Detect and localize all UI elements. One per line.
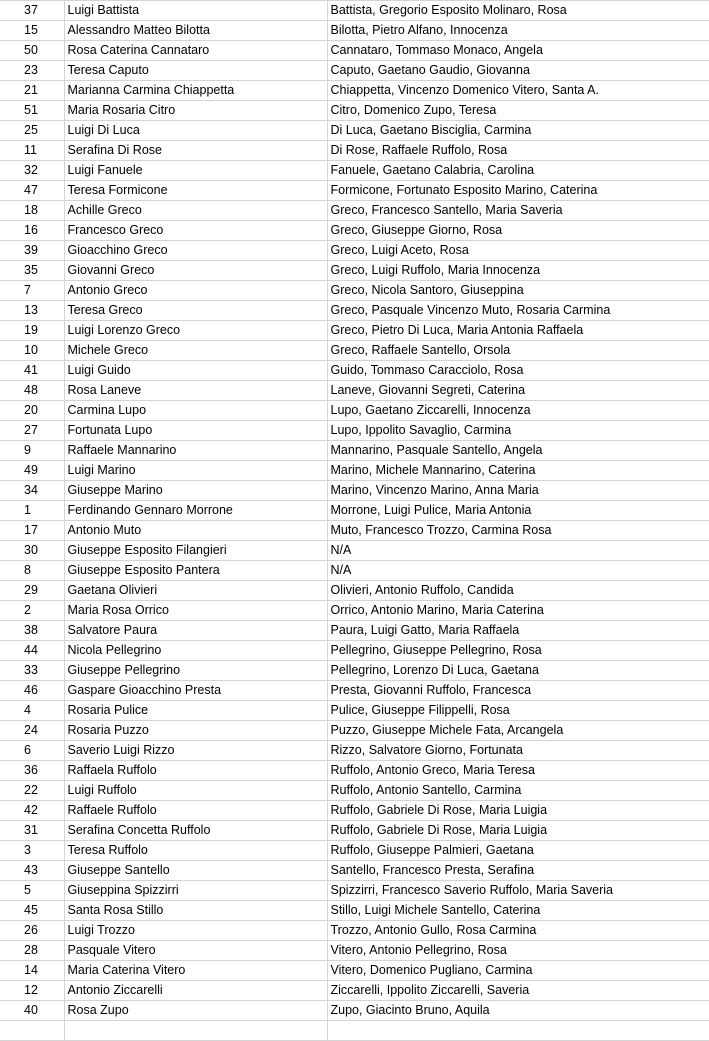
record-number-cell[interactable]: 31 <box>0 821 64 841</box>
parents-cell[interactable]: Di Luca, Gaetano Bisciglia, Carmina <box>327 121 709 141</box>
table-row <box>0 1001 709 1021</box>
table-row <box>0 421 709 441</box>
parents-cell[interactable]: Di Rose, Raffaele Ruffolo, Rosa <box>327 141 709 161</box>
record-number-cell[interactable]: 3 <box>0 841 64 861</box>
record-number-cell[interactable]: 7 <box>0 281 64 301</box>
parents-cell[interactable]: Morrone, Luigi Pulice, Maria Antonia <box>327 501 709 521</box>
person-name-cell[interactable]: Michele Greco <box>64 341 327 361</box>
parents-cell[interactable]: Rizzo, Salvatore Giorno, Fortunata <box>327 741 709 761</box>
table-row <box>0 781 709 801</box>
person-name-cell[interactable]: Nicola Pellegrino <box>64 641 327 661</box>
record-number-cell[interactable]: 30 <box>0 541 64 561</box>
table-row <box>0 561 709 581</box>
parents-cell[interactable]: Mannarino, Pasquale Santello, Angela <box>327 441 709 461</box>
parents-cell[interactable]: Muto, Francesco Trozzo, Carmina Rosa <box>327 521 709 541</box>
person-name-cell[interactable]: Antonio Muto <box>64 521 327 541</box>
table-row <box>0 401 709 421</box>
parents-cell[interactable]: Lupo, Ippolito Savaglio, Carmina <box>327 421 709 441</box>
parents-cell[interactable]: Greco, Francesco Santello, Maria Saveria <box>327 201 709 221</box>
table-row <box>0 201 709 221</box>
record-number-cell[interactable]: 46 <box>0 681 64 701</box>
person-name-cell[interactable]: Luigi Fanuele <box>64 161 327 181</box>
person-name-cell[interactable]: Luigi Trozzo <box>64 921 327 941</box>
parents-cell[interactable]: N/A <box>327 561 709 581</box>
person-name-cell[interactable]: Giuseppina Spizzirri <box>64 881 327 901</box>
table-row <box>0 921 709 941</box>
record-number-cell[interactable]: 48 <box>0 381 64 401</box>
table-row <box>0 241 709 261</box>
table-row <box>0 981 709 1001</box>
parents-cell[interactable]: Greco, Pietro Di Luca, Maria Antonia Raffaela <box>327 321 709 341</box>
table-row <box>0 901 709 921</box>
table-row <box>0 21 709 41</box>
table-row <box>0 41 709 61</box>
person-name-cell[interactable]: Luigi Marino <box>64 461 327 481</box>
record-number-cell[interactable]: 20 <box>0 401 64 421</box>
record-number-cell[interactable]: 24 <box>0 721 64 741</box>
record-number-cell[interactable]: 33 <box>0 661 64 681</box>
table-row <box>0 181 709 201</box>
parents-cell[interactable]: Ruffolo, Gabriele Di Rose, Maria Luigia <box>327 801 709 821</box>
table-row <box>0 701 709 721</box>
table-row <box>0 821 709 841</box>
person-name-cell[interactable]: Fortunata Lupo <box>64 421 327 441</box>
table-row <box>0 761 709 781</box>
table-row <box>0 321 709 341</box>
parents-cell[interactable]: Marino, Michele Mannarino, Caterina <box>327 461 709 481</box>
record-number-cell[interactable]: 27 <box>0 421 64 441</box>
parents-cell[interactable]: Fanuele, Gaetano Calabria, Carolina <box>327 161 709 181</box>
table-row <box>0 301 709 321</box>
record-number-cell[interactable]: 18 <box>0 201 64 221</box>
record-number-cell[interactable]: 25 <box>0 121 64 141</box>
person-name-cell[interactable]: Rosa Zupo <box>64 1001 327 1021</box>
person-name-cell[interactable]: Giuseppe Pellegrino <box>64 661 327 681</box>
table-row <box>0 521 709 541</box>
person-name-cell[interactable]: Luigi Di Luca <box>64 121 327 141</box>
record-number-cell[interactable]: 41 <box>0 361 64 381</box>
record-number-cell[interactable]: 22 <box>0 781 64 801</box>
parents-cell[interactable]: Puzzo, Giuseppe Michele Fata, Arcangela <box>327 721 709 741</box>
table-row <box>0 161 709 181</box>
record-number-cell[interactable]: 5 <box>0 881 64 901</box>
person-name-cell[interactable]: Rosa Caterina Cannataro <box>64 41 327 61</box>
record-number-cell[interactable]: 51 <box>0 101 64 121</box>
record-number-cell[interactable]: 35 <box>0 261 64 281</box>
table-row <box>0 81 709 101</box>
parents-cell[interactable]: Greco, Nicola Santoro, Giuseppina <box>327 281 709 301</box>
table-row <box>0 721 709 741</box>
table-row <box>0 461 709 481</box>
record-number-cell[interactable]: 10 <box>0 341 64 361</box>
table-row <box>0 661 709 681</box>
person-name-cell[interactable]: Salvatore Paura <box>64 621 327 641</box>
empty-cell[interactable] <box>0 1021 64 1041</box>
record-number-cell[interactable]: 42 <box>0 801 64 821</box>
parents-cell[interactable]: Greco, Luigi Ruffolo, Maria Innocenza <box>327 261 709 281</box>
record-number-cell[interactable]: 16 <box>0 221 64 241</box>
table-row <box>0 281 709 301</box>
table-row <box>0 61 709 81</box>
table-row <box>0 361 709 381</box>
person-name-cell[interactable]: Giovanni Greco <box>64 261 327 281</box>
record-number-cell[interactable]: 39 <box>0 241 64 261</box>
table-row <box>0 801 709 821</box>
empty-cell[interactable] <box>64 1021 327 1041</box>
records-table-body <box>0 1 709 1041</box>
record-number-cell[interactable]: 6 <box>0 741 64 761</box>
table-row <box>0 141 709 161</box>
record-number-cell[interactable]: 11 <box>0 141 64 161</box>
person-name-cell[interactable]: Luigi Guido <box>64 361 327 381</box>
record-number-cell[interactable]: 45 <box>0 901 64 921</box>
person-name-cell[interactable]: Giuseppe Esposito Filangieri <box>64 541 327 561</box>
person-name-cell[interactable]: Serafina Concetta Ruffolo <box>64 821 327 841</box>
table-row <box>0 1 709 21</box>
person-name-cell[interactable]: Francesco Greco <box>64 221 327 241</box>
person-name-cell[interactable]: Gaspare Gioacchino Presta <box>64 681 327 701</box>
parents-cell[interactable]: Guido, Tommaso Caracciolo, Rosa <box>327 361 709 381</box>
record-number-cell[interactable]: 17 <box>0 521 64 541</box>
person-name-cell[interactable]: Raffaele Ruffolo <box>64 801 327 821</box>
person-name-cell[interactable]: Carmina Lupo <box>64 401 327 421</box>
person-name-cell[interactable]: Santa Rosa Stillo <box>64 901 327 921</box>
record-number-cell[interactable]: 9 <box>0 441 64 461</box>
record-number-cell[interactable]: 34 <box>0 481 64 501</box>
person-name-cell[interactable]: Luigi Ruffolo <box>64 781 327 801</box>
parents-cell[interactable]: Pulice, Giuseppe Filippelli, Rosa <box>327 701 709 721</box>
record-number-cell[interactable]: 19 <box>0 321 64 341</box>
person-name-cell[interactable]: Pasquale Vitero <box>64 941 327 961</box>
person-name-cell[interactable]: Luigi Lorenzo Greco <box>64 321 327 341</box>
table-row <box>0 621 709 641</box>
person-name-cell[interactable]: Raffaele Mannarino <box>64 441 327 461</box>
table-row <box>0 841 709 861</box>
record-number-cell[interactable]: 32 <box>0 161 64 181</box>
parents-cell[interactable]: Greco, Raffaele Santello, Orsola <box>327 341 709 361</box>
parents-cell[interactable]: Stillo, Luigi Michele Santello, Caterina <box>327 901 709 921</box>
parents-cell[interactable]: Greco, Pasquale Vincenzo Muto, Rosaria Carmina <box>327 301 709 321</box>
person-name-cell[interactable]: Giuseppe Santello <box>64 861 327 881</box>
person-name-cell[interactable]: Giuseppe Esposito Pantera <box>64 561 327 581</box>
person-name-cell[interactable]: Maria Rosaria Citro <box>64 101 327 121</box>
record-number-cell[interactable]: 43 <box>0 861 64 881</box>
person-name-cell[interactable]: Luigi Battista <box>64 1 327 21</box>
table-row <box>0 681 709 701</box>
record-number-cell[interactable]: 14 <box>0 961 64 981</box>
parents-cell[interactable]: Vitero, Antonio Pellegrino, Rosa <box>327 941 709 961</box>
record-number-cell[interactable]: 1 <box>0 501 64 521</box>
record-number-cell[interactable]: 38 <box>0 621 64 641</box>
table-row <box>0 581 709 601</box>
table-row <box>0 941 709 961</box>
parents-cell[interactable]: Citro, Domenico Zupo, Teresa <box>327 101 709 121</box>
record-number-cell[interactable]: 50 <box>0 41 64 61</box>
person-name-cell[interactable]: Maria Caterina Vitero <box>64 961 327 981</box>
parents-cell[interactable]: Greco, Luigi Aceto, Rosa <box>327 241 709 261</box>
parents-cell[interactable]: Formicone, Fortunato Esposito Marino, Caterina <box>327 181 709 201</box>
person-name-cell[interactable]: Marianna Carmina Chiappetta <box>64 81 327 101</box>
record-number-cell[interactable]: 29 <box>0 581 64 601</box>
person-name-cell[interactable]: Gaetana Olivieri <box>64 581 327 601</box>
person-name-cell[interactable]: Gioacchino Greco <box>64 241 327 261</box>
parents-cell[interactable]: Marino, Vincenzo Marino, Anna Maria <box>327 481 709 501</box>
parents-cell[interactable]: Orrico, Antonio Marino, Maria Caterina <box>327 601 709 621</box>
table-row <box>0 221 709 241</box>
person-name-cell[interactable]: Teresa Formicone <box>64 181 327 201</box>
person-name-cell[interactable]: Alessandro Matteo Bilotta <box>64 21 327 41</box>
parents-cell[interactable]: Chiappetta, Vincenzo Domenico Vitero, Santa A. <box>327 81 709 101</box>
person-name-cell[interactable]: Ferdinando Gennaro Morrone <box>64 501 327 521</box>
empty-cell[interactable] <box>327 1021 709 1041</box>
record-number-cell[interactable]: 47 <box>0 181 64 201</box>
table-row <box>0 121 709 141</box>
record-number-cell[interactable]: 8 <box>0 561 64 581</box>
table-row <box>0 601 709 621</box>
person-name-cell[interactable]: Teresa Ruffolo <box>64 841 327 861</box>
record-number-cell[interactable]: 40 <box>0 1001 64 1021</box>
record-number-cell[interactable]: 26 <box>0 921 64 941</box>
parents-cell[interactable]: Pellegrino, Giuseppe Pellegrino, Rosa <box>327 641 709 661</box>
table-row <box>0 881 709 901</box>
parents-cell[interactable]: Ruffolo, Antonio Greco, Maria Teresa <box>327 761 709 781</box>
parents-cell[interactable]: Cannataro, Tommaso Monaco, Angela <box>327 41 709 61</box>
table-row <box>0 441 709 461</box>
person-name-cell[interactable]: Raffaela Ruffolo <box>64 761 327 781</box>
parents-cell[interactable]: Bilotta, Pietro Alfano, Innocenza <box>327 21 709 41</box>
table-row <box>0 541 709 561</box>
table-row <box>0 101 709 121</box>
person-name-cell[interactable]: Maria Rosa Orrico <box>64 601 327 621</box>
parents-cell[interactable]: Greco, Giuseppe Giorno, Rosa <box>327 221 709 241</box>
table-row <box>0 861 709 881</box>
record-number-cell[interactable]: 44 <box>0 641 64 661</box>
parents-cell[interactable]: Lupo, Gaetano Ziccarelli, Innocenza <box>327 401 709 421</box>
person-name-cell[interactable]: Teresa Caputo <box>64 61 327 81</box>
person-name-cell[interactable]: Rosa Laneve <box>64 381 327 401</box>
parents-cell[interactable]: Battista, Gregorio Esposito Molinaro, Rosa <box>327 1 709 21</box>
record-number-cell[interactable]: 12 <box>0 981 64 1001</box>
record-number-cell[interactable]: 2 <box>0 601 64 621</box>
parents-cell[interactable]: Ziccarelli, Ippolito Ziccarelli, Saveria <box>327 981 709 1001</box>
record-number-cell[interactable]: 28 <box>0 941 64 961</box>
parents-cell[interactable]: Caputo, Gaetano Gaudio, Giovanna <box>327 61 709 81</box>
person-name-cell[interactable]: Antonio Ziccarelli <box>64 981 327 1001</box>
record-number-cell[interactable]: 13 <box>0 301 64 321</box>
table-row <box>0 961 709 981</box>
person-name-cell[interactable]: Achille Greco <box>64 201 327 221</box>
person-name-cell[interactable]: Antonio Greco <box>64 281 327 301</box>
table-row <box>0 641 709 661</box>
record-number-cell[interactable]: 36 <box>0 761 64 781</box>
record-number-cell[interactable]: 49 <box>0 461 64 481</box>
parents-cell[interactable]: Santello, Francesco Presta, Serafina <box>327 861 709 881</box>
parents-cell[interactable]: Pellegrino, Lorenzo Di Luca, Gaetana <box>327 661 709 681</box>
parents-cell[interactable]: Zupo, Giacinto Bruno, Aquila <box>327 1001 709 1021</box>
parents-cell[interactable]: Laneve, Giovanni Segreti, Caterina <box>327 381 709 401</box>
table-row <box>0 381 709 401</box>
parents-cell[interactable]: Ruffolo, Gabriele Di Rose, Maria Luigia <box>327 821 709 841</box>
parents-cell[interactable]: Vitero, Domenico Pugliano, Carmina <box>327 961 709 981</box>
table-row <box>0 261 709 281</box>
parents-cell[interactable]: Ruffolo, Antonio Santello, Carmina <box>327 781 709 801</box>
record-number-cell[interactable]: 15 <box>0 21 64 41</box>
parents-cell[interactable]: Presta, Giovanni Ruffolo, Francesca <box>327 681 709 701</box>
record-number-cell[interactable]: 4 <box>0 701 64 721</box>
table-row <box>0 481 709 501</box>
record-number-cell[interactable]: 23 <box>0 61 64 81</box>
person-name-cell[interactable]: Rosaria Pulice <box>64 701 327 721</box>
person-name-cell[interactable]: Saverio Luigi Rizzo <box>64 741 327 761</box>
parents-cell[interactable]: Olivieri, Antonio Ruffolo, Candida <box>327 581 709 601</box>
parents-cell[interactable]: N/A <box>327 541 709 561</box>
person-name-cell[interactable]: Teresa Greco <box>64 301 327 321</box>
empty-row <box>0 1021 709 1041</box>
record-number-cell[interactable]: 21 <box>0 81 64 101</box>
person-name-cell[interactable]: Rosaria Puzzo <box>64 721 327 741</box>
record-number-cell[interactable]: 37 <box>0 1 64 21</box>
parents-cell[interactable]: Spizzirri, Francesco Saverio Ruffolo, Maria Saveria <box>327 881 709 901</box>
table-row <box>0 741 709 761</box>
table-row <box>0 501 709 521</box>
person-name-cell[interactable]: Serafina Di Rose <box>64 141 327 161</box>
parents-cell[interactable]: Ruffolo, Giuseppe Palmieri, Gaetana <box>327 841 709 861</box>
table-row <box>0 341 709 361</box>
parents-cell[interactable]: Paura, Luigi Gatto, Maria Raffaela <box>327 621 709 641</box>
person-name-cell[interactable]: Giuseppe Marino <box>64 481 327 501</box>
parents-cell[interactable]: Trozzo, Antonio Gullo, Rosa Carmina <box>327 921 709 941</box>
